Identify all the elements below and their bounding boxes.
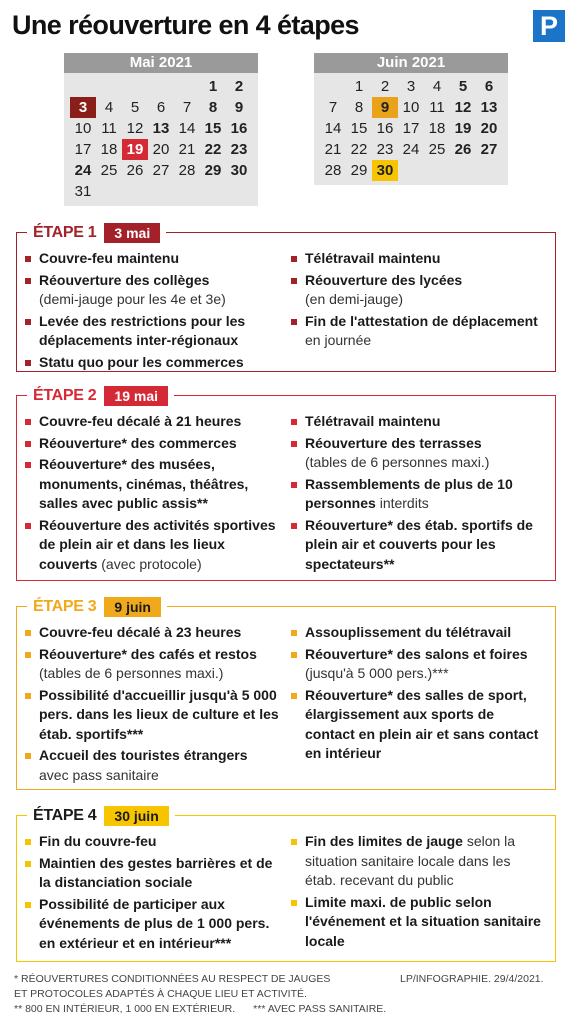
calendar-day: 24 — [402, 141, 420, 158]
calendar-day: 25 — [100, 162, 118, 179]
calendar-day: 19 — [454, 120, 472, 137]
bullet-icon — [25, 319, 31, 325]
item-text: Rassemblements de plus de 10 personnes — [305, 475, 513, 511]
calendar-day: 11 — [429, 99, 445, 116]
list-item — [23, 516, 279, 575]
item-detail: (tables de 6 personnes maxi.) — [305, 454, 490, 470]
calendar-blank — [148, 76, 174, 97]
item-text: Maintien des gestes barrières et de la distanciation sociale — [39, 854, 273, 890]
calendar-blank — [70, 76, 96, 97]
calendar-day: 21 — [324, 141, 342, 158]
bullet-icon — [291, 482, 297, 488]
step-1-box — [16, 224, 556, 372]
calendar-blank — [174, 76, 200, 97]
calendar-day: 6 — [156, 99, 166, 116]
step-label: ÉTAPE 3 — [33, 598, 97, 615]
item-detail: (jusqu'à 5 000 pers.)*** — [305, 665, 449, 681]
item-text: Couvre-feu maintenu — [39, 250, 180, 266]
calendar-day: 27 — [152, 162, 170, 179]
calendar-day: 5 — [458, 78, 468, 95]
calendar-day: 17 — [74, 141, 92, 158]
calendar-day: 27 — [480, 141, 498, 158]
list-item — [289, 475, 545, 514]
calendar-day: 24 — [74, 162, 92, 179]
bullet-icon — [25, 523, 31, 529]
calendar-day: 5 — [130, 99, 140, 116]
calendar-day: 30 — [230, 162, 248, 179]
item-text: Accueil des touristes étrangers — [39, 747, 248, 763]
calendar-day: 30 — [372, 160, 398, 181]
bullet-icon — [291, 693, 297, 699]
item-text: Levée des restrictions pour les déplacements inter-régionaux — [39, 312, 246, 348]
item-text: Possibilité de participer aux événements de plus de 1 000 pers. en extérieur et en intérieur*** — [39, 895, 270, 951]
calendar-day: 6 — [484, 78, 494, 95]
calendar-day: 31 — [74, 183, 92, 200]
bullet-icon — [25, 419, 31, 425]
step-label: ÉTAPE 2 — [33, 387, 97, 404]
footnote-1: * RÉOUVERTURES CONDITIONNÉES AU RESPECT DE JAUGES — [14, 973, 331, 985]
calendar-day: 22 — [204, 141, 222, 158]
calendar-day: 13 — [480, 99, 498, 116]
bullet-icon — [25, 753, 31, 759]
calendar-day: 12 — [126, 120, 144, 137]
calendar-day: 2 — [234, 78, 244, 95]
step-date-badge: 19 mai — [104, 386, 168, 406]
calendar-day: 18 — [100, 141, 118, 158]
list-item — [289, 312, 545, 351]
item-detail: (avec protocole) — [97, 555, 202, 572]
bullet-icon — [25, 256, 31, 262]
list-item — [23, 312, 279, 351]
footnotes — [14, 972, 386, 1017]
step-column-left — [23, 249, 279, 374]
item-text: Fin du couvre-feu — [39, 833, 157, 849]
step-header — [27, 597, 167, 617]
calendar-day: 18 — [428, 120, 446, 137]
calendar-day: 10 — [402, 99, 420, 116]
publisher-logo: P — [533, 10, 565, 42]
step-header — [27, 386, 174, 406]
step-date-badge: 30 juin — [104, 806, 168, 826]
item-detail: (en demi-jauge) — [305, 291, 404, 307]
item-detail: avec pass sanitaire — [39, 766, 159, 783]
calendar-day: 14 — [178, 120, 196, 137]
bullet-icon — [291, 441, 297, 447]
calendar-day: 1 — [208, 78, 218, 95]
item-text: Limite maxi. de public selon l'événement et la situation sanitaire locale — [305, 893, 541, 949]
item-detail: (demi-jauge pour les 4e et 3e) — [39, 291, 226, 307]
item-text: Fin des limites de jauge — [305, 833, 463, 849]
item-text: Réouverture* des salles de sport, élargissement aux sports de contact en plein air et sans contact en intérieur — [305, 686, 539, 761]
list-item — [23, 832, 279, 852]
bullet-icon — [25, 462, 31, 468]
bullet-icon — [291, 652, 297, 658]
list-item — [23, 271, 279, 310]
item-text: Réouverture* des commerces — [39, 434, 237, 451]
calendar-day: 12 — [454, 99, 472, 116]
item-text: Réouverture des terrasses — [305, 434, 482, 451]
calendar-blank — [122, 76, 148, 97]
list-item — [289, 893, 545, 952]
item-detail: interdits — [375, 495, 429, 511]
step-header — [27, 806, 175, 826]
step-date-badge: 3 mai — [104, 223, 160, 243]
bullet-icon — [291, 278, 297, 284]
item-text: Réouverture* des musées, monuments, cinémas, théâtres, salles avec public assis** — [39, 456, 249, 511]
bullet-icon — [291, 319, 297, 325]
bullet-icon — [25, 652, 31, 658]
list-item — [289, 516, 545, 575]
bullet-icon — [25, 693, 31, 699]
list-item — [289, 645, 545, 684]
list-item — [23, 686, 279, 745]
calendar-day: 14 — [324, 120, 342, 137]
list-item — [23, 249, 279, 269]
calendar-day: 20 — [480, 120, 498, 137]
list-item — [289, 434, 545, 473]
list-item — [23, 645, 279, 684]
calendar-juin — [314, 53, 508, 185]
page-title: Une réouverture en 4 étapes — [12, 10, 359, 40]
step-column-left — [23, 623, 279, 787]
bullet-icon — [291, 419, 297, 425]
calendar-day: 13 — [152, 120, 170, 137]
calendar-day: 15 — [350, 120, 368, 137]
list-item — [23, 434, 279, 454]
calendar-day: 28 — [178, 162, 196, 179]
calendar-day: 21 — [178, 141, 196, 158]
bullet-icon — [25, 360, 31, 366]
step-2-box — [16, 387, 556, 581]
list-item — [289, 249, 545, 269]
calendar-day: 17 — [402, 120, 420, 137]
calendar-day: 3 — [70, 97, 96, 118]
bullet-icon — [25, 278, 31, 284]
bullet-icon — [25, 839, 31, 845]
item-text: Assouplissement du télétravail — [305, 624, 512, 640]
list-item — [23, 895, 279, 954]
step-date-badge: 9 juin — [104, 597, 161, 617]
credit: LP/INFOGRAPHIE. 29/4/2021. — [400, 973, 544, 985]
item-text: Couvre-feu décalé à 21 heures — [39, 413, 242, 429]
footnote-2: ET PROTOCOLES ADAPTÉS À CHAQUE LIEU ET ACTIVITÉ. — [14, 988, 307, 1000]
calendar-day: 8 — [208, 99, 218, 116]
calendar-day: 4 — [432, 78, 442, 95]
calendar-day: 2 — [380, 78, 390, 95]
calendar-day: 1 — [354, 78, 364, 95]
item-text: Couvre-feu décalé à 23 heures — [39, 624, 242, 640]
calendar-day: 16 — [230, 120, 248, 137]
calendar-day: 26 — [126, 162, 144, 179]
bullet-icon — [25, 861, 31, 867]
item-text: Réouverture* des salons et foires — [305, 645, 528, 662]
footnote-3: ** 800 EN INTÉRIEUR, 1 000 EN EXTÉRIEUR. *** AVEC PASS SANITAIRE. — [14, 1003, 387, 1015]
calendar-day: 23 — [230, 141, 248, 158]
calendar-blank — [96, 76, 122, 97]
calendar-day: 29 — [204, 162, 222, 179]
calendar-day: 7 — [328, 99, 338, 116]
calendar-month: Juin 2021 — [314, 53, 508, 73]
item-text: Statu quo pour les commerces — [39, 353, 244, 370]
item-text: Réouverture des lycées — [305, 271, 463, 288]
step-column-left — [23, 832, 279, 955]
step-3-box — [16, 598, 556, 790]
step-header — [27, 223, 166, 243]
step-column-left — [23, 412, 279, 576]
list-item — [23, 746, 279, 785]
list-item — [289, 832, 545, 891]
calendar-day: 28 — [324, 162, 342, 179]
calendar-day: 9 — [372, 97, 398, 118]
calendar-day: 25 — [428, 141, 446, 158]
step-column-right — [289, 249, 545, 353]
calendar-day: 16 — [376, 120, 394, 137]
calendar-day: 8 — [354, 99, 364, 116]
calendar-day: 3 — [406, 78, 416, 95]
step-column-right — [289, 623, 545, 766]
item-text: Réouverture* des cafés et restos — [39, 645, 257, 662]
bullet-icon — [25, 902, 31, 908]
list-item — [23, 353, 279, 373]
calendar-day: 10 — [74, 120, 92, 137]
item-text: Télétravail maintenu — [305, 250, 441, 266]
list-item — [23, 854, 279, 893]
step-4-box — [16, 807, 556, 962]
item-detail: en journée — [305, 332, 372, 348]
bullet-icon — [291, 900, 297, 906]
item-text: Réouverture des activités sportives de plein air et dans les lieux couverts — [39, 516, 276, 572]
list-item — [289, 412, 545, 432]
calendar-day: 26 — [454, 141, 472, 158]
calendar-month: Mai 2021 — [64, 53, 258, 73]
bullet-icon — [291, 523, 297, 529]
list-item — [23, 455, 279, 514]
bullet-icon — [291, 256, 297, 262]
calendar-day: 23 — [376, 141, 394, 158]
calendar-day: 7 — [182, 99, 192, 116]
step-label: ÉTAPE 4 — [33, 807, 97, 824]
calendar-day: 22 — [350, 141, 368, 158]
calendar-day: 11 — [101, 120, 117, 137]
bullet-icon — [25, 441, 31, 447]
step-column-right — [289, 412, 545, 576]
step-label: ÉTAPE 1 — [33, 224, 97, 241]
bullet-icon — [291, 839, 297, 845]
list-item — [289, 271, 545, 310]
item-detail: selon la situation sanitaire locale dans les étab. recevant du public — [305, 833, 516, 888]
item-text: Fin de l'attestation de déplacement — [305, 312, 538, 329]
item-text: Possibilité d'accueillir jusqu'à 5 000 pers. dans les lieux de culture et les étab. sportifs*** — [39, 686, 279, 742]
item-text: Télétravail maintenu — [305, 413, 441, 429]
item-text: Réouverture des collèges — [39, 271, 210, 288]
bullet-icon — [291, 630, 297, 636]
bullet-icon — [25, 630, 31, 636]
calendar-blank — [320, 76, 346, 97]
step-column-right — [289, 832, 545, 953]
calendar-day: 29 — [350, 162, 368, 179]
calendar-day: 15 — [204, 120, 222, 137]
item-text: Réouverture* des étab. sportifs de plein air et couverts pour les spectateurs** — [305, 516, 533, 572]
calendar-day: 4 — [104, 99, 114, 116]
calendar-mai — [64, 53, 258, 206]
list-item — [289, 686, 545, 764]
calendar-day: 19 — [122, 139, 148, 160]
item-detail: (tables de 6 personnes maxi.) — [39, 665, 224, 681]
calendar-day: 20 — [152, 141, 170, 158]
list-item — [23, 412, 279, 432]
list-item — [23, 623, 279, 643]
calendar-day: 9 — [234, 99, 244, 116]
list-item — [289, 623, 545, 643]
